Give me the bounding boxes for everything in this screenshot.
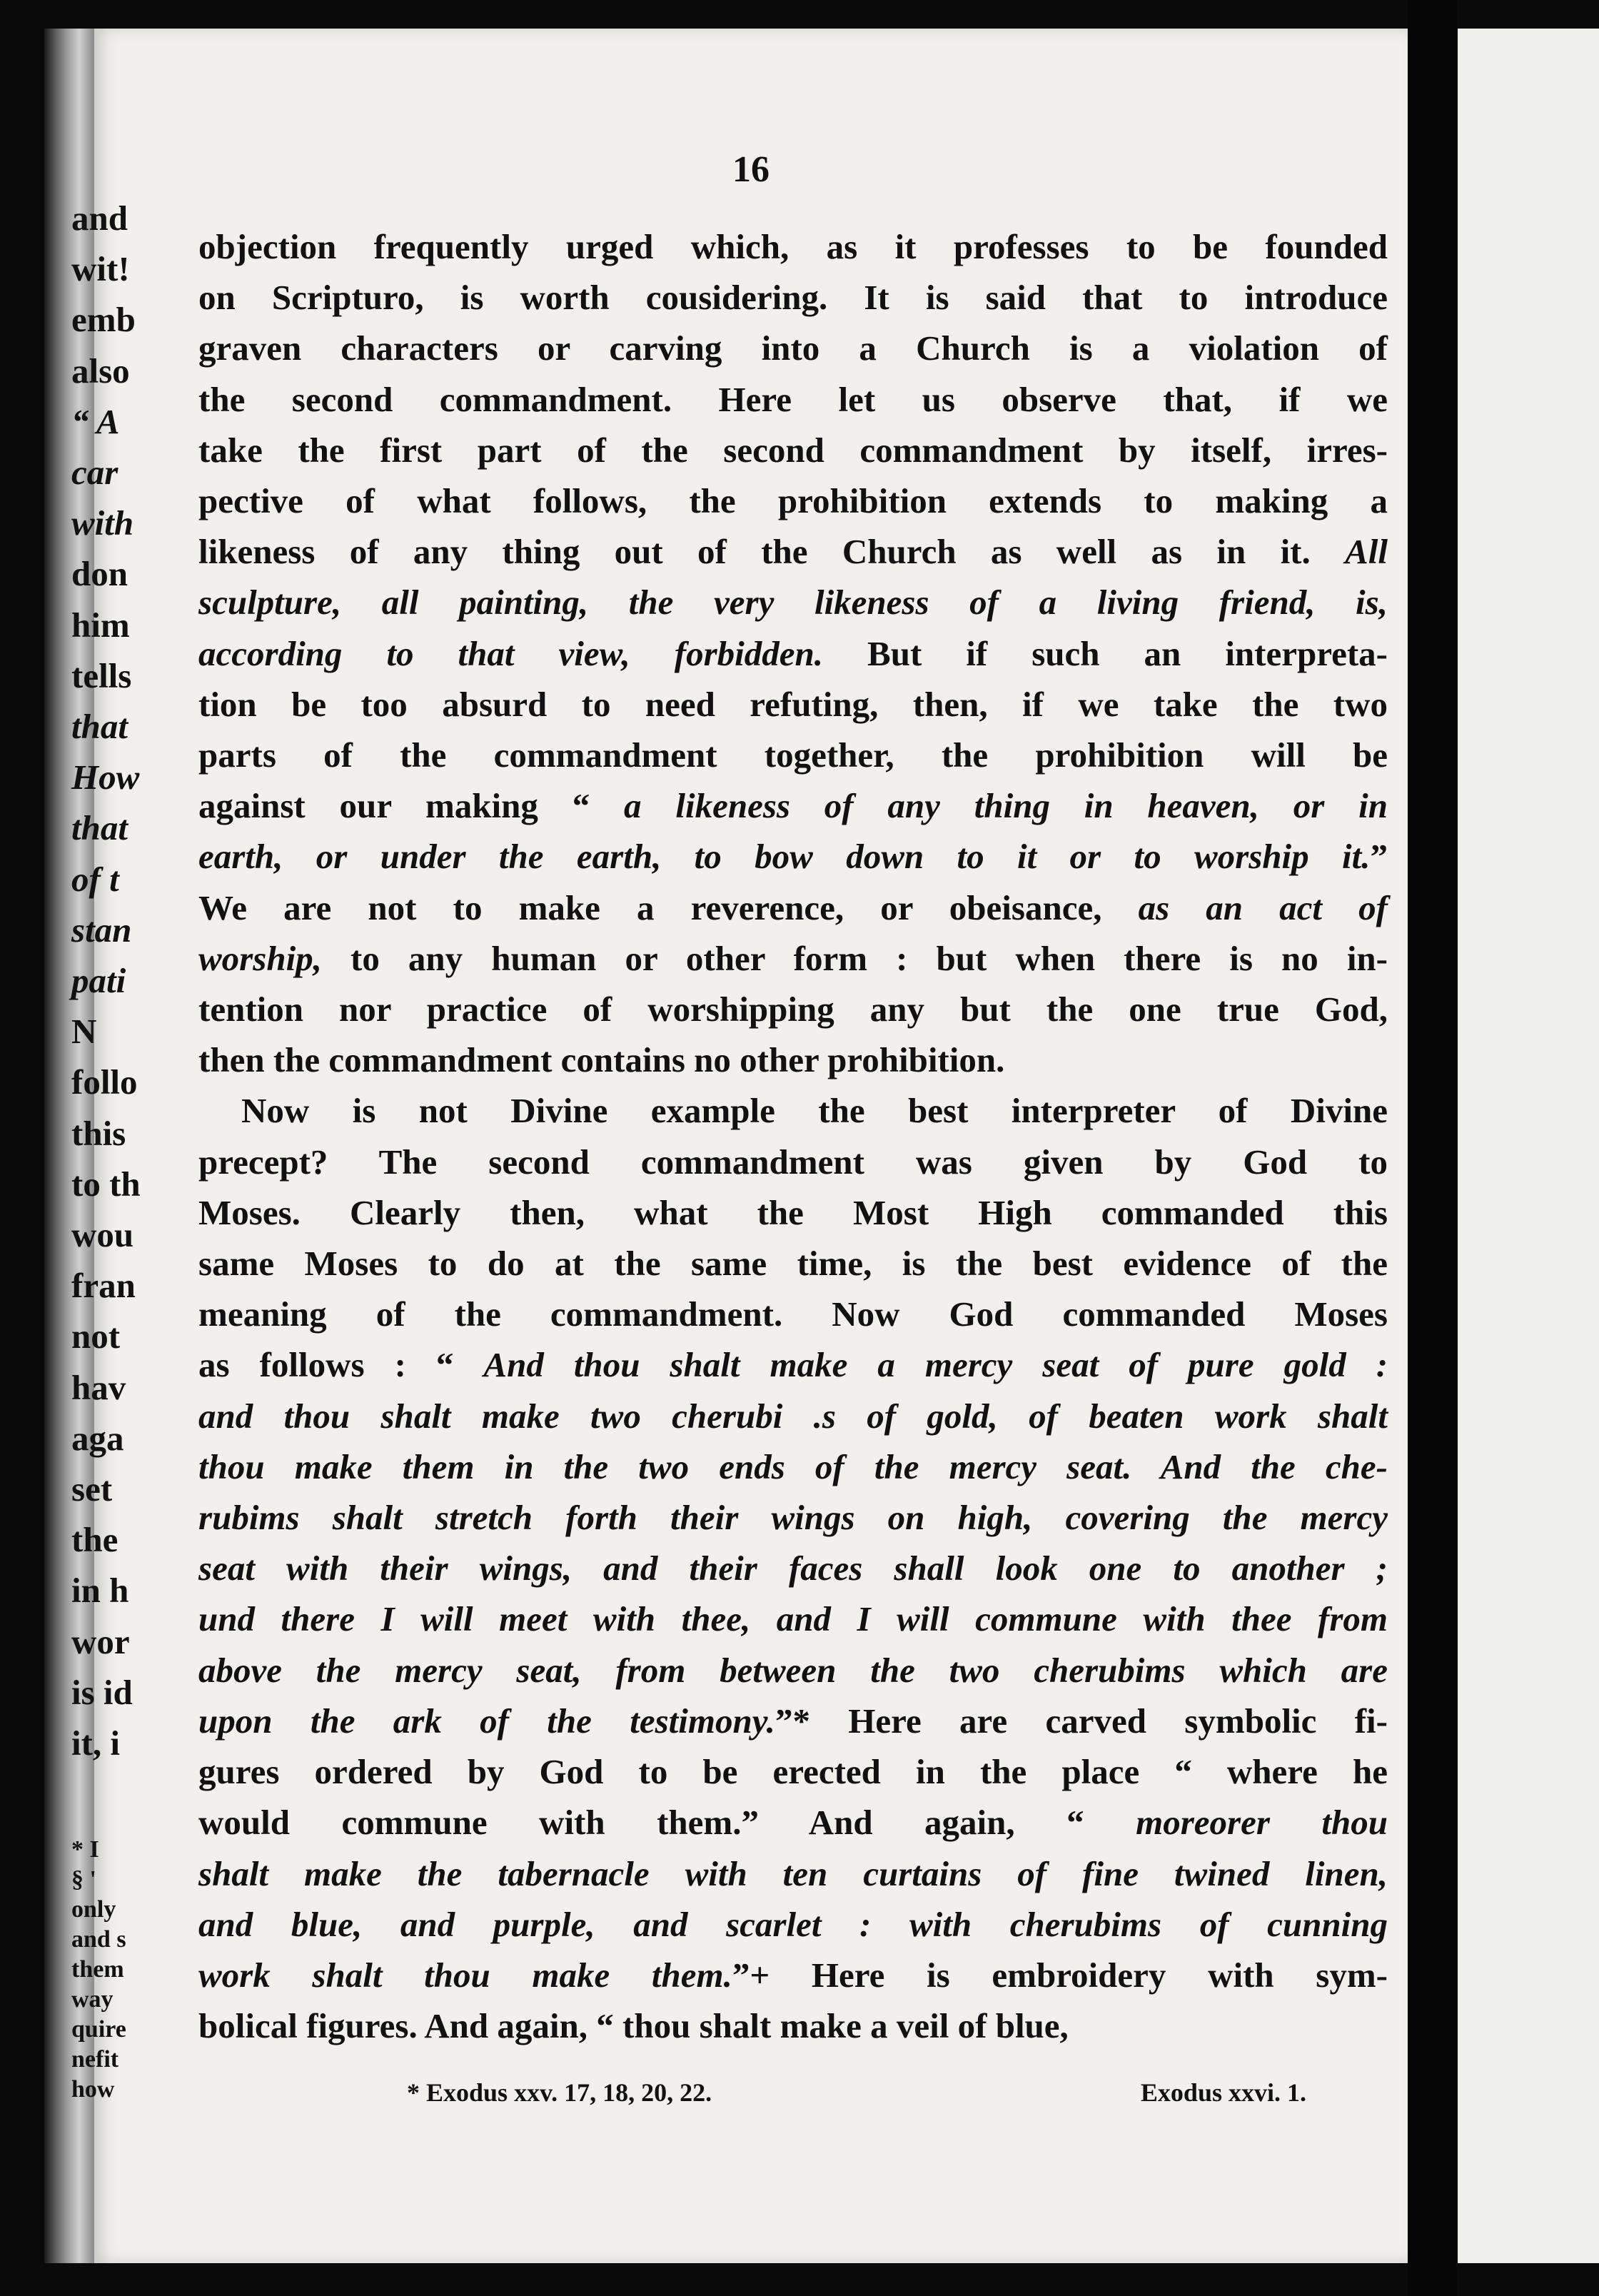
italic-span: rubims shalt stretch forth their wings on high, covering the mercy <box>198 1498 1388 1538</box>
adjacent-note-line: and s <box>71 1926 126 1953</box>
italic-span: worship, <box>198 938 322 978</box>
text-span: ” <box>1370 837 1388 877</box>
text-span: on Scripturo, is worth cousidering. It is said that to introduce <box>198 278 1388 318</box>
text-line <box>198 1543 1388 1593</box>
adjacent-line: with <box>71 503 134 543</box>
adjacent-note-line: nefit <box>71 2046 119 2073</box>
adjacent-line: is id <box>71 1672 133 1712</box>
italic-span: according to that view, forbidden. <box>198 633 824 673</box>
adjacent-line: aga <box>71 1418 124 1458</box>
text-line <box>198 221 1388 272</box>
text-line <box>198 628 1388 679</box>
italic-span: above the mercy seat, from between the two cherubims which are <box>198 1650 1388 1690</box>
text-line <box>198 577 1388 628</box>
adjacent-line: to th <box>71 1164 141 1204</box>
text-line <box>198 1899 1388 1950</box>
italic-span: moreorer thou <box>1136 1803 1388 1843</box>
adjacent-line: emb <box>71 300 136 340</box>
text-line <box>198 526 1388 577</box>
text-span: meaning of the commandment. Now God commanded Moses <box>198 1294 1388 1334</box>
adjacent-line: also <box>71 351 130 391</box>
text-span: ”* Here are carved symbolic fi- <box>775 1701 1388 1741</box>
text-line <box>198 831 1388 882</box>
text-line <box>198 1492 1388 1543</box>
text-line <box>198 1289 1388 1339</box>
adjacent-line: this <box>71 1113 126 1153</box>
italic-span: shalt make the tabernacle with ten curtains of fine twined linen, <box>198 1853 1388 1893</box>
footnotes <box>407 2078 1306 2108</box>
text-line <box>198 1848 1388 1899</box>
text-line <box>198 374 1388 425</box>
adjacent-line: pati <box>71 961 126 1001</box>
adjacent-line: “ A <box>71 401 120 441</box>
italic-span: and thou shalt make two cherubi .s of gold, of beaten work shalt <box>198 1396 1388 1436</box>
text-line <box>198 1187 1388 1238</box>
text-span: tention nor practice of worshipping any but the one true God, <box>198 990 1388 1029</box>
text-span: as follows : “ <box>198 1345 484 1385</box>
adjacent-line: tells <box>71 655 132 695</box>
adjacent-note-line: them <box>71 1956 124 1983</box>
text-line <box>198 984 1388 1034</box>
italic-span: as an act of <box>1138 887 1388 927</box>
text-span: same Moses to do at the same time, is the best evidence of the <box>198 1244 1388 1284</box>
adjacent-line: fran <box>71 1266 136 1306</box>
text-line <box>198 933 1388 984</box>
text-line <box>198 1339 1388 1390</box>
text-line <box>198 1034 1388 1085</box>
text-line <box>198 1645 1388 1696</box>
text-line <box>198 1085 1388 1136</box>
adjacent-line: set <box>71 1469 113 1509</box>
footnote-exodus-xxvi: Exodus xxvi. 1. <box>1140 2078 1306 2107</box>
text-span: graven characters or carving into a Church is a violation of <box>198 328 1388 368</box>
adjacent-note-line: § ' <box>71 1866 96 1893</box>
italic-span: seat with their wings, and their faces shall look one to another ; <box>198 1549 1388 1588</box>
text-line <box>198 425 1388 475</box>
text-span: Moses. Clearly then, what the Most High commanded this <box>198 1192 1388 1232</box>
text-span: would commune with them.” And again, “ <box>198 1803 1136 1843</box>
adjacent-line: and <box>71 198 128 238</box>
text-line <box>198 2000 1388 2051</box>
adjacent-note-line: way <box>71 1986 114 2013</box>
adjacent-line: wit! <box>71 249 130 289</box>
adjacent-line: N <box>71 1012 97 1052</box>
page-body-text <box>198 221 1388 2051</box>
text-line <box>198 780 1388 831</box>
text-span: pective of what follows, the prohibition extends to making a <box>198 481 1388 521</box>
text-span: then the commandment contains no other prohibition. <box>198 1040 1005 1080</box>
italic-span: sculpture, all painting, the very likeness of a living friend, is, <box>198 583 1388 623</box>
text-span: to any human or other form : but when there is no in- <box>321 938 1388 978</box>
text-span: But if such an interpreta- <box>823 633 1388 673</box>
italic-span: And thou shalt make a mercy seat of pure gold : <box>483 1345 1388 1385</box>
text-line <box>198 1593 1388 1644</box>
adjacent-page <box>1458 29 1599 2263</box>
italic-span: thou make them in the two ends of the mercy seat. And the che- <box>198 1446 1388 1486</box>
text-span: against our making “ <box>198 786 625 826</box>
page-gutter <box>1408 0 1458 2296</box>
adjacent-line: wou <box>71 1215 134 1255</box>
text-line <box>198 679 1388 730</box>
text-span: parts of the commandment together, the prohibition will be <box>198 735 1388 775</box>
adjacent-page-text <box>71 193 171 1768</box>
text-span: ”+ Here is embroidery with sym- <box>732 1955 1388 1995</box>
text-line <box>198 1950 1388 2000</box>
text-line <box>198 1391 1388 1441</box>
adjacent-line: wor <box>71 1621 130 1661</box>
adjacent-note-line: only <box>71 1896 116 1923</box>
text-span: Now is not Divine example the best interpreter of Divine <box>241 1091 1388 1131</box>
adjacent-note-line: how <box>71 2076 115 2103</box>
adjacent-line: that <box>71 707 128 747</box>
text-line <box>198 323 1388 373</box>
page-number: 16 <box>732 149 770 190</box>
italic-span: earth, or under the earth, to bow down to it or to worship it. <box>198 837 1371 877</box>
text-line <box>198 1696 1388 1746</box>
text-line <box>198 1238 1388 1289</box>
text-line <box>198 730 1388 780</box>
adjacent-line: follo <box>71 1062 138 1102</box>
italic-span: und there I will meet with thee, and I will commune with thee from <box>198 1599 1388 1639</box>
text-line <box>198 1137 1388 1187</box>
text-span: bolical figures. And again, “ thou shalt make a veil of blue, <box>198 2006 1069 2046</box>
adjacent-line: the <box>71 1520 118 1560</box>
adjacent-line: it, i <box>71 1723 121 1763</box>
text-line <box>198 882 1388 933</box>
adjacent-line: him <box>71 605 130 645</box>
italic-span: work shalt thou make them. <box>198 1955 732 1995</box>
adjacent-line: of t <box>71 859 119 899</box>
adjacent-line: stan <box>71 910 132 950</box>
adjacent-line: not <box>71 1316 121 1356</box>
italic-span: upon the ark of the testimony. <box>198 1701 775 1741</box>
adjacent-note-line: quire <box>71 2016 126 2043</box>
text-span: likeness of any thing out of the Church as well as in it. <box>198 532 1346 572</box>
text-span: the second commandment. Here let us observe that, if we <box>198 379 1388 419</box>
text-span: objection frequently urged which, as it professes to be founded <box>198 227 1388 266</box>
text-span: We are not to make a reverence, or obeisance, <box>198 887 1139 927</box>
text-span: take the first part of the second commandment by itself, irres- <box>198 430 1388 470</box>
text-line <box>198 1441 1388 1492</box>
italic-span: a likeness of any thing in heaven, or in <box>624 786 1388 826</box>
italic-span: and blue, and purple, and scarlet : with cherubims of cunning <box>198 1904 1388 1944</box>
adjacent-line: in h <box>71 1571 129 1611</box>
footnote-exodus-xxv: * Exodus xxv. 17, 18, 20, 22. <box>407 2078 712 2107</box>
adjacent-line: that <box>71 808 128 848</box>
text-span: tion be too absurd to need refuting, then, if we take the two <box>198 684 1388 724</box>
adjacent-note-line: * I <box>71 1836 99 1863</box>
text-line <box>198 272 1388 323</box>
text-line <box>198 475 1388 526</box>
text-span: precept? The second commandment was given by God to <box>198 1142 1388 1182</box>
adjacent-page-notes <box>71 1835 171 2105</box>
italic-span: All <box>1345 532 1388 572</box>
text-line <box>198 1797 1388 1848</box>
text-line <box>198 1746 1388 1797</box>
adjacent-line: hav <box>71 1367 126 1407</box>
adjacent-line: don <box>71 554 128 594</box>
adjacent-line: car <box>71 453 118 493</box>
adjacent-line: How <box>71 757 140 797</box>
text-span: gures ordered by God to be erected in the place “ where he <box>198 1752 1388 1792</box>
